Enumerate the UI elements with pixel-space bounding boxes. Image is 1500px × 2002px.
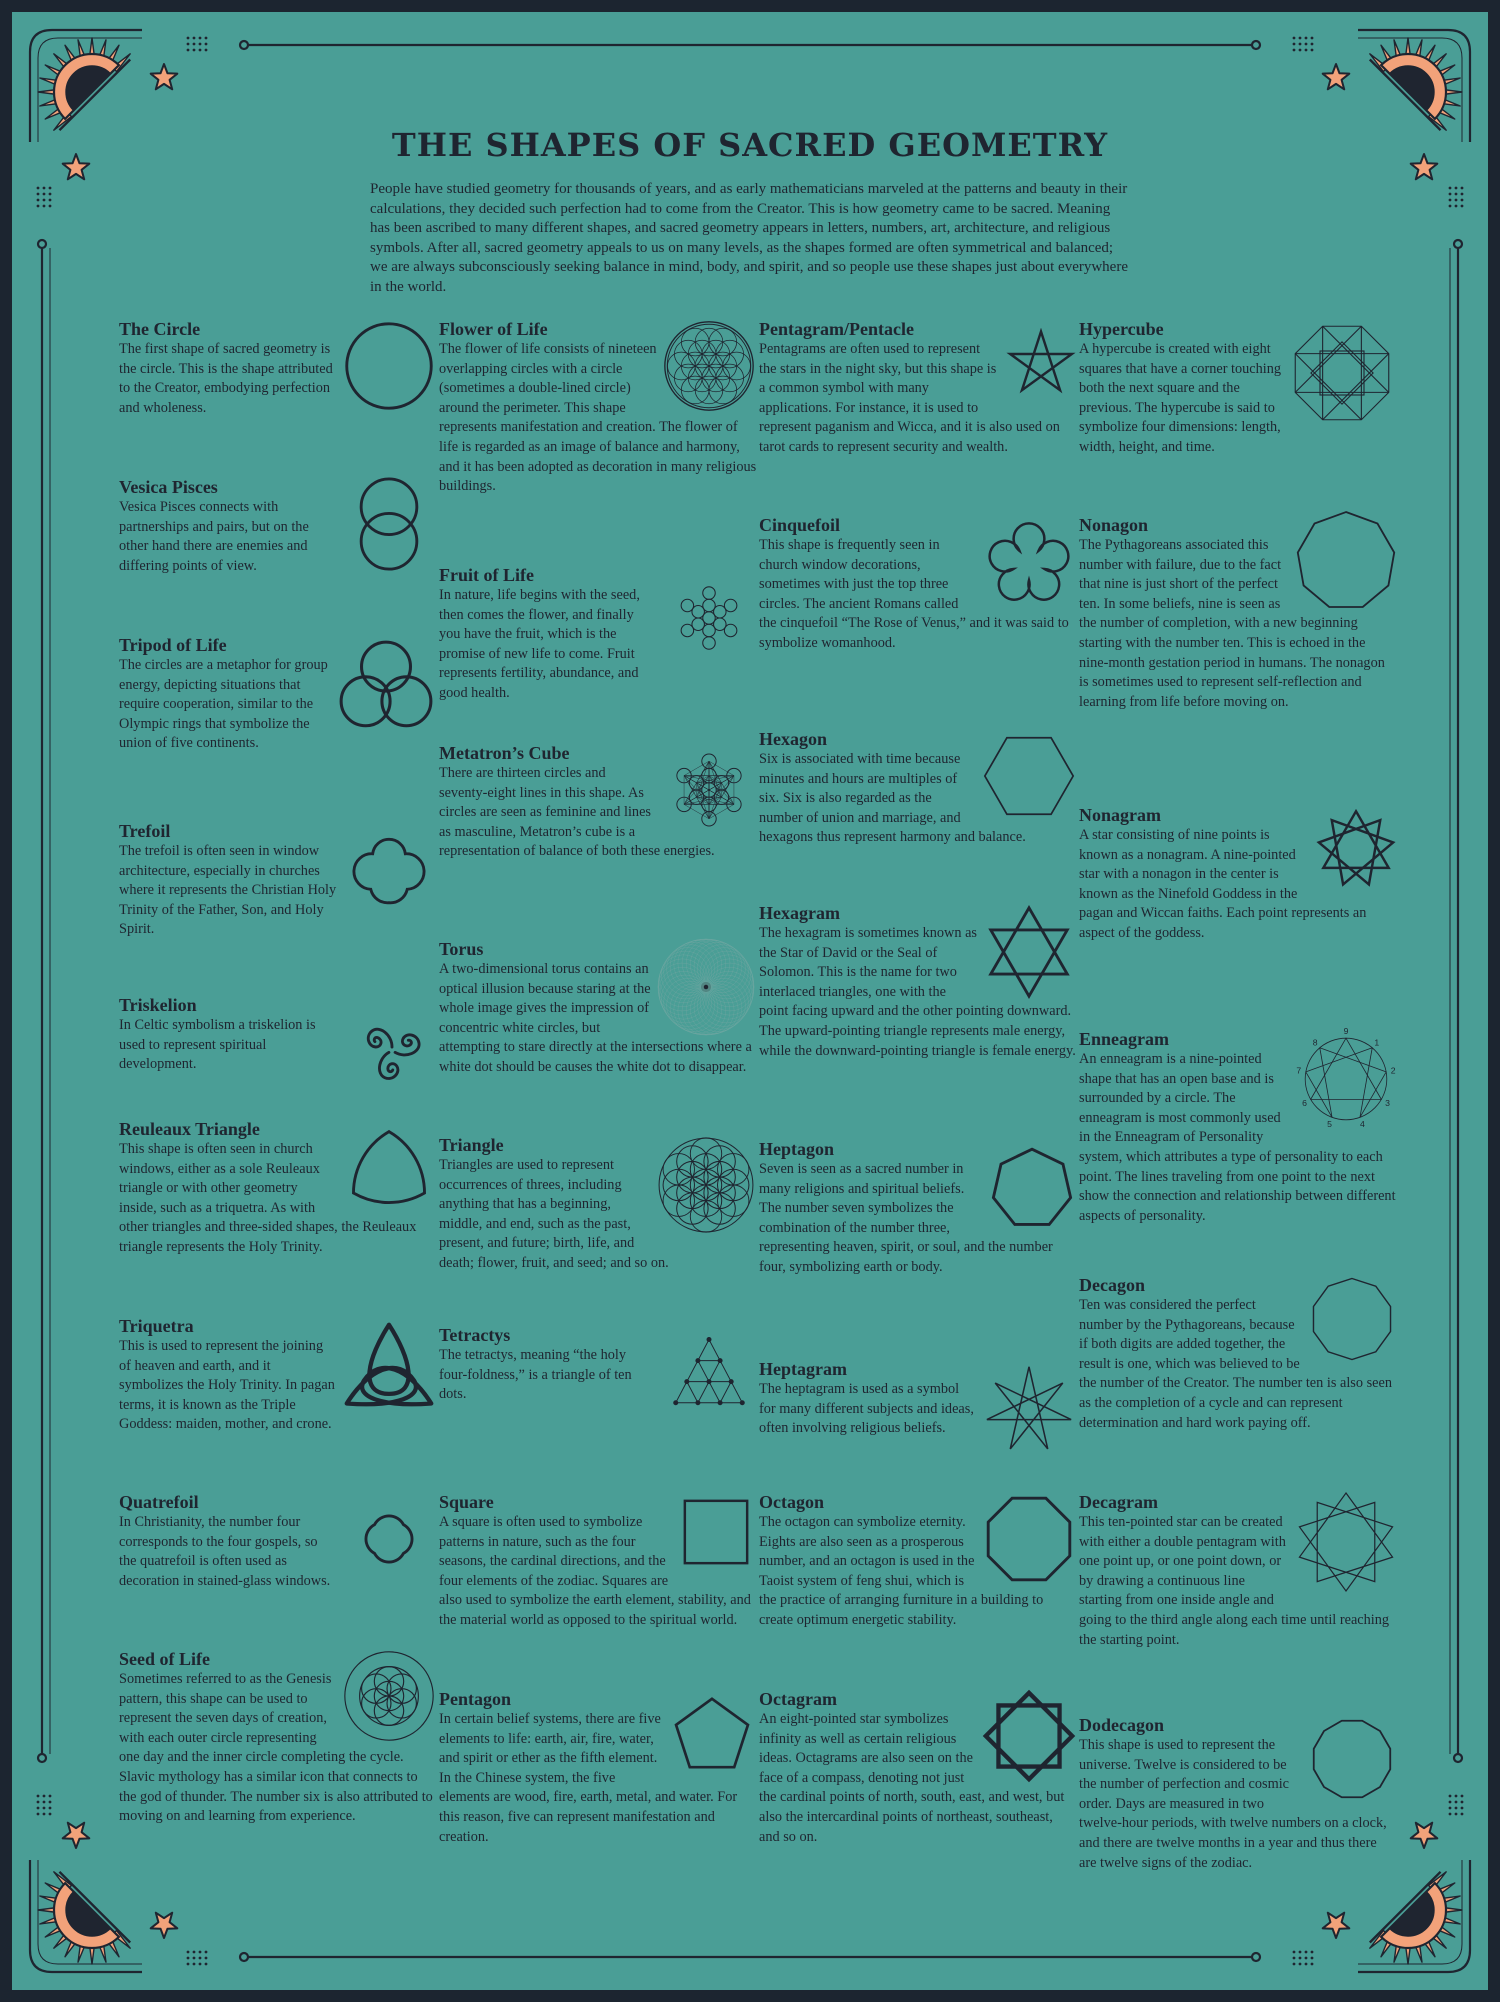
- entry-heptagon: [759, 1138, 1077, 1278]
- entry-title: Enneagram: [1079, 1029, 1169, 1049]
- entry-title: Tetractys: [439, 1325, 511, 1345]
- triskelion-icon: [347, 1002, 437, 1092]
- entry-octagram: [759, 1688, 1077, 1847]
- entry-title: Quatrefoil: [119, 1492, 199, 1512]
- entry-decagon: [1079, 1274, 1397, 1433]
- entry-description: The trefoil is often seen in window architecture, especially in churches where it represents the Christian Holy Trinity of the Father, Son, and Holy Spirit.: [119, 843, 337, 938]
- entry-trefoil: [119, 820, 437, 940]
- entry-description: There are thirteen circles and seventy-eight lines in this shape. As circles are seen as feminine and lines as masculine, Metatron’s cube is a representation of balance of both these energies.: [439, 765, 715, 860]
- entry-title: Heptagram: [759, 1359, 847, 1379]
- enneagram-label-8: 8: [1312, 1037, 1318, 1048]
- entry-nonagram: [1079, 804, 1397, 944]
- octagon-icon: [981, 1491, 1077, 1587]
- poster: [12, 12, 1488, 1990]
- entry-square: [439, 1491, 757, 1631]
- entry-description: A hypercube is created with eight squares that have a corner touching both the next square and the previous. The hypercube is said to symbolize four dimensions: length, width, height, and time.: [1079, 341, 1282, 455]
- entry-description: In Celtic symbolism a triskelion is used to represent spiritual development.: [119, 1017, 316, 1073]
- entry-title: Hexagram: [759, 903, 840, 923]
- entry-title: Square: [439, 1492, 494, 1512]
- entry-title: Reuleaux Triangle: [119, 1119, 260, 1139]
- entry-description: The first shape of sacred geometry is the circle. This is the shape attributed to the Creator, embodying perfection and wholeness.: [119, 341, 333, 416]
- tetractys-icon: [661, 1328, 757, 1424]
- entry-description: The heptagram is used as a symbol for many different subjects and ideas, often involving religious beliefs.: [759, 1381, 974, 1437]
- enneagram-label-5: 5: [1327, 1119, 1332, 1130]
- entry-pentagon: [439, 1688, 757, 1847]
- hexagram-icon: [981, 904, 1077, 1000]
- entry-circle: [119, 318, 437, 418]
- entry-title: Octagon: [759, 1492, 824, 1512]
- enneagram-label-2: 2: [1390, 1065, 1396, 1076]
- entry-title: Flower of Life: [439, 319, 548, 339]
- entry-description: A star consisting of nine points is known as a nonagram. A nine-pointed star with a nonagon in the center is known as the Ninefold Goddess in the pagan and Wiccan faiths. Each point represents an aspect of the goddess.: [1079, 827, 1367, 941]
- decagon-icon: [1307, 1274, 1397, 1364]
- entry-title: Pentagram/Pentacle: [759, 319, 914, 339]
- entry-description: In certain belief systems, there are five elements to life: earth, air, fire, water, and spirit or ether as the fifth element. In the Chinese system, the five elements are wood, fire, earth, metal, and water. For this reason, five can represent manifestation and creation.: [439, 1711, 738, 1845]
- entry-title: Hypercube: [1079, 319, 1164, 339]
- entry-enneagram: [1079, 1028, 1397, 1226]
- entry-description: The circles are a metaphor for group energy, depicting situations that require cooperation, similar to the Olympic rings that symbolize the union of five continents.: [119, 657, 328, 752]
- entry-description: This ten-pointed star can be created with either a double pentagram with one point up, or one point down, or by drawing a continuous line starting from one inside angle and going to the third angle along each time until reaching the starting point.: [1079, 1514, 1390, 1648]
- heptagon-icon: [987, 1142, 1077, 1232]
- entry-title: Hexagon: [759, 729, 828, 749]
- flower-of-life-icon: [661, 318, 757, 414]
- entry-description: The octagon can symbolize eternity. Eights are also seen as a prosperous number, and an octagon is used in the Taoist system of feng shui, which is the practice of arranging furniture in a building to create optimum energetic stability.: [759, 1514, 1044, 1628]
- entry-heptagram: [759, 1358, 1077, 1458]
- entry-description: This shape is often seen in church windows, either as a sole Reuleaux triangle or with other geometry inside, such as a triquetra. As with other triangles and three-sided shapes, the Reuleaux triangle represents the Holy Trinity.: [119, 1141, 417, 1255]
- entry-description: A square is often used to symbolize patterns in nature, such as the four seasons, the cardinal directions, and the four elements of the zodiac. Squares are also used to symbolize the earth element, stability, and the material world as opposed to the spiritual world.: [439, 1514, 751, 1628]
- entry-title: Pentagon: [439, 1689, 511, 1709]
- entry-title: Triskelion: [119, 995, 197, 1015]
- fruit-of-life-icon: [661, 570, 757, 666]
- entry-title: Decagram: [1079, 1492, 1158, 1512]
- triangle-icon: [655, 1134, 757, 1236]
- enneagram-label-9: 9: [1343, 1028, 1349, 1037]
- enneagram-label-4: 4: [1360, 1119, 1365, 1130]
- entry-reuleaux-triangle: [119, 1118, 437, 1258]
- page-title: THE SHAPES OF SACRED GEOMETRY: [391, 126, 1109, 164]
- pentagram-icon: [1005, 328, 1077, 400]
- entry-nonagon: [1079, 514, 1397, 712]
- torus-icon: [655, 936, 757, 1038]
- entry-triquetra: [119, 1315, 437, 1435]
- vesica-pisces-icon: [341, 476, 437, 572]
- entry-cinquefoil: [759, 514, 1077, 654]
- entry-vesica-pisces: [119, 476, 437, 576]
- entry-title: Torus: [439, 939, 484, 959]
- entry-description: Six is associated with time because minutes and hours are multiples of six. Six is also regarded as the number of union and marriage, and hexagons thus represent harmony and balance.: [759, 751, 1026, 846]
- entry-quatrefoil: [119, 1491, 437, 1591]
- pentagon-icon: [667, 1688, 757, 1778]
- entry-hexagon: [759, 728, 1077, 848]
- dodecagon-icon: [1307, 1714, 1397, 1804]
- metatrons-cube-icon: [661, 742, 757, 838]
- entry-description: Triangles are used to represent occurrences of threes, including anything that has a beginning, middle, and end, such as the past, present, and future; birth, life, and death; flower, fruit, and seed; and so on.: [439, 1157, 669, 1271]
- seed-of-life-icon: [341, 1648, 437, 1744]
- entry-decagram: [1079, 1491, 1397, 1650]
- enneagram-label-6: 6: [1302, 1098, 1307, 1109]
- entry-title: Octagram: [759, 1689, 837, 1709]
- enneagram-label-1: 1: [1374, 1037, 1380, 1048]
- triquetra-icon: [341, 1319, 437, 1415]
- entry-description: Pentagrams are often used to represent the stars in the night sky, but this shape is a common symbol with many applications. For instance, it is used to represent paganism and Wicca, and it is also used on tarot cards to represent security and wealth.: [759, 341, 1060, 455]
- reuleaux-triangle-icon: [341, 1122, 437, 1218]
- entry-description: The tetractys, meaning “the holy four-foldness,” is a triangle of ten dots.: [439, 1347, 632, 1403]
- tripod-of-life-icon: [335, 636, 437, 738]
- entry-description: Vesica Pisces connects with partnerships and pairs, but on the other hand there are enemies and differing points of view.: [119, 499, 309, 574]
- entry-description: The hexagram is sometimes known as the Star of David or the Seal of Solomon. This is the name for two interlaced triangles, one with the point facing upward and the other pointing downward. The upward-pointing triangle represents male energy, while the downward-pointing triangle is female energy.: [759, 925, 1076, 1059]
- entry-description: The flower of life consists of nineteen overlapping circles with a circle (sometimes a double-lined circle) around the perimeter. This shape represents manifestation and creation. The flower of life is regarded as an image of balance and harmony, and it has been adopted as decoration in many religious buildings.: [439, 341, 757, 495]
- entry-title: Nonagram: [1079, 805, 1161, 825]
- entry-description: An eight-pointed star symbolizes infinity as well as certain religious ideas. Octagrams are also seen on the face of a compass, denoting not just the cardinal points of north, south, east, and west, but also the intercardinal points of northeast, southeast, and so on.: [759, 1711, 1065, 1845]
- entry-dodecagon: [1079, 1714, 1397, 1873]
- entry-description: This shape is frequently seen in church window decorations, sometimes with just the top three circles. The ancient Romans called the cinquefoil “The Rose of Venus,” and it was said to symbolize womanhood.: [759, 537, 1069, 651]
- decagram-icon: [1295, 1491, 1397, 1593]
- entry-seed-of-life: [119, 1648, 437, 1827]
- entry-title: Vesica Pisces: [119, 477, 218, 497]
- entry-title: Dodecagon: [1079, 1715, 1164, 1735]
- heptagram-icon: [981, 1362, 1077, 1458]
- cinquefoil-icon: [981, 514, 1077, 610]
- entry-title: Cinquefoil: [759, 515, 841, 535]
- entry-description: Sometimes referred to as the Genesis pattern, this shape can be used to represent the seven days of creation, with each outer circle representing one day and the inner circle completing the cycle. Slavic mythology has a similar icon that connects to the god of thunder. The number six is also attributed to moving on and learning from experience.: [119, 1671, 433, 1825]
- entry-pentagram: [759, 318, 1077, 458]
- entry-description: This is used to represent the joining of heaven and earth, and it symbolizes the Holy Trinity. In pagan terms, it is known as the Triple Goddess: maiden, mother, and crone.: [119, 1338, 335, 1433]
- circle-icon: [341, 318, 437, 414]
- entry-title: Decagon: [1079, 1275, 1145, 1295]
- entry-title: Trefoil: [119, 821, 171, 841]
- entry-hypercube: [1079, 318, 1397, 458]
- nonagon-icon: [1295, 510, 1397, 612]
- entry-title: Seed of Life: [119, 1649, 210, 1669]
- entry-hexagram: [759, 902, 1077, 1061]
- entry-description: The Pythagoreans associated this number with failure, due to the fact that nine is just short of the perfect ten. In some beliefs, nine is seen as the number of completion, with a new beginning starting with the number ten. This is echoed in the nine-month gestation period in humans. The nonagon is sometimes used to represent self-reflection and learning from life before moving on.: [1079, 537, 1385, 710]
- entry-title: Fruit of Life: [439, 565, 534, 585]
- enneagram-label-7: 7: [1296, 1065, 1302, 1076]
- entry-title: Metatron’s Cube: [439, 743, 570, 763]
- entry-title: The Circle: [119, 319, 201, 339]
- entry-description: In Christianity, the number four corresponds to the four gospels, so the quatrefoil is often used as decoration in stained-glass windows.: [119, 1514, 331, 1589]
- quatrefoil-icon: [341, 1491, 437, 1587]
- entry-flower-of-life: [439, 318, 757, 497]
- entry-octagon: [759, 1491, 1077, 1631]
- entry-triangle: [439, 1134, 757, 1274]
- entry-title: Triangle: [439, 1135, 504, 1155]
- entry-tetractys: [439, 1324, 757, 1424]
- entry-description: This shape is used to represent the universe. Twelve is considered to be the number of perfection and cosmic order. Days are measured in two twelve-hour periods, with twelve numbers on a clock, and there are twelve months in a year and thus there are twelve signs of the zodiac.: [1079, 1737, 1387, 1871]
- octagram-icon: [981, 1688, 1077, 1784]
- entry-description: A two-dimensional torus contains an optical illusion because staring at the whole image gives the impression of concentric white circles, but attempting to stare directly at the intersections where a white dot should be causes the white dot to disappear.: [439, 961, 752, 1075]
- entry-metatrons-cube: [439, 742, 757, 862]
- hypercube-icon: [1287, 318, 1397, 428]
- enneagram-icon: [1295, 1028, 1397, 1130]
- hexagon-icon: [981, 728, 1077, 824]
- entry-title: Heptagon: [759, 1139, 835, 1159]
- trefoil-icon: [341, 824, 437, 920]
- entry-title: Triquetra: [119, 1316, 194, 1336]
- entry-torus: [439, 938, 757, 1078]
- entry-title: Tripod of Life: [119, 635, 227, 655]
- entry-description: Seven is seen as a sacred number in many religions and spiritual beliefs. The number seven symbolizes the combination of the number three, representing heaven, spirit, or soul, and the number four, symbolizing earth or body.: [759, 1161, 1053, 1275]
- entry-title: Nonagon: [1079, 515, 1149, 535]
- intro-paragraph: People have studied geometry for thousands of years, and as early mathematicians marveled at the patterns and beauty in their calculations, they decided such perfection had to come from the Creator. This is how geometry came to be sacred. Meaning has been ascribed to many different shapes, and sacred geometry appears in letters, numbers, art, architecture, and religious symbols. After all, sacred geometry appeals to us on many levels, as the shapes formed are often symmetrical and balanced; we are always subconsciously seeking balance in mind, body, and spirit, and so people use these shapes just about everywhere in the world.: [370, 181, 1128, 295]
- nonagram-icon: [1315, 808, 1397, 890]
- entry-description: Ten was considered the perfect number by the Pythagoreans, because if both digits are added together, the result is one, which was believed to be the number of the Creator. The number ten is also seen as the completion of a cycle and can represent determination and hard work paying off.: [1079, 1297, 1392, 1431]
- entry-fruit-of-life: [439, 564, 757, 704]
- entry-tripod-of-life: [119, 634, 437, 754]
- enneagram-label-3: 3: [1385, 1098, 1390, 1109]
- entry-description: In nature, life begins with the seed, then comes the flower, and finally you have the fruit, which is the promise of new life to come. Fruit represents fertility, abundance, and good health.: [439, 587, 640, 701]
- entry-description: An enneagram is a nine-pointed shape that has an open base and is surrounded by a circle. The enneagram is most commonly used in the Enneagram of Personality system, which attributes a type of personality to each point. The lines traveling from one point to the next show the connection and relationship between different aspects of personality.: [1079, 1051, 1396, 1224]
- square-icon: [675, 1491, 757, 1573]
- entry-triskelion: [119, 994, 437, 1092]
